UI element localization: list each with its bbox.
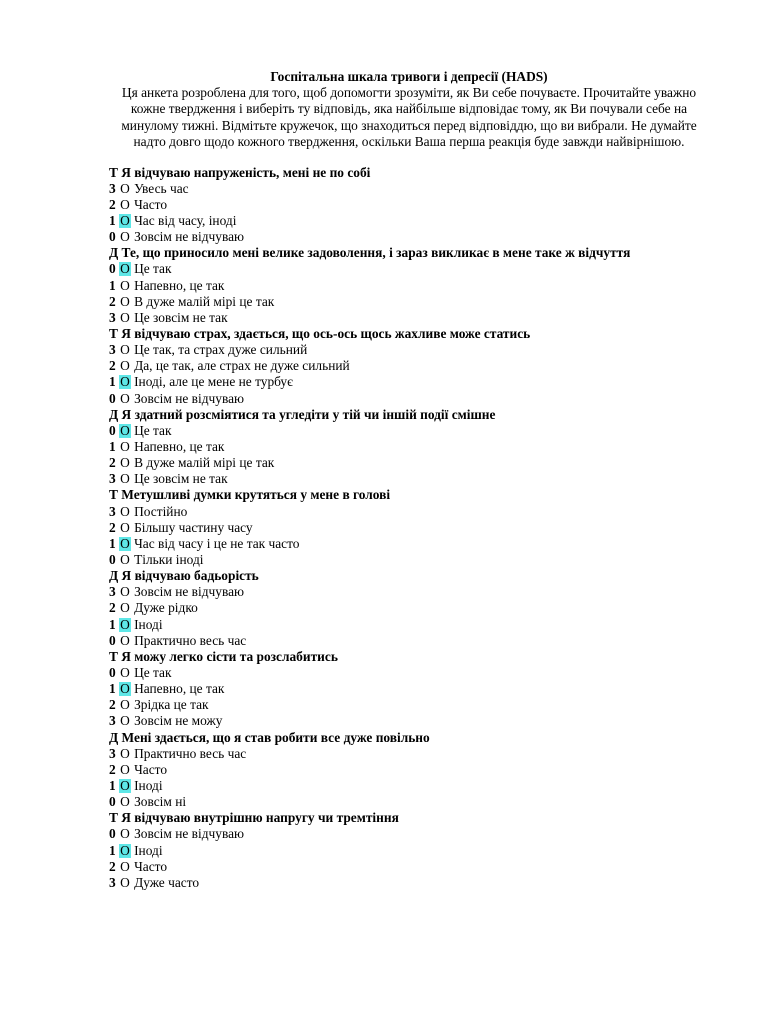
question-text: Д Мені здається, що я став робити все дуже повільно (109, 729, 430, 745)
answer-option[interactable] (109, 762, 709, 778)
answer-label: Зовсім не відчуваю (130, 584, 245, 600)
question-text: Т Я відчуваю страх, здається, що ось-ось щось жахливе може статись (109, 326, 531, 342)
answer-option[interactable] (109, 794, 709, 810)
answer-score: 0 (109, 632, 116, 648)
question-text: Д Я відчуваю бадьорість (109, 568, 259, 584)
answer-option[interactable] (109, 471, 709, 487)
question-block (109, 568, 709, 649)
answer-label: Зовсім не відчуваю (130, 229, 245, 245)
answer-label: Напевно, це так (130, 681, 225, 697)
answer-score: 3 (109, 503, 116, 519)
answer-option[interactable] (109, 358, 709, 374)
circle-icon[interactable]: O (120, 794, 130, 810)
answer-label: Постійно (130, 503, 188, 519)
question-block (109, 487, 709, 568)
answer-option[interactable] (109, 617, 709, 633)
answer-label: Це так, та страх дуже сильний (130, 342, 308, 358)
answer-label: В дуже малій мірі це так (130, 293, 275, 309)
answer-label: Часто (130, 196, 168, 212)
answer-score: 1 (109, 213, 116, 229)
answer-option[interactable] (109, 697, 709, 713)
answer-score: 1 (109, 842, 116, 858)
answer-score: 1 (109, 777, 116, 793)
answer-option[interactable] (109, 600, 709, 616)
selected-circle-icon[interactable]: O (120, 374, 130, 390)
circle-icon[interactable]: O (120, 439, 130, 455)
circle-icon[interactable]: O (120, 519, 130, 535)
answer-label: Зовсім не відчуваю (130, 826, 245, 842)
answer-option[interactable] (109, 584, 709, 600)
answer-label: Час від часу, іноді (130, 213, 237, 229)
answer-score: 3 (109, 471, 116, 487)
answer-label: Увесь час (130, 180, 189, 196)
answer-option[interactable] (109, 310, 709, 326)
answer-score: 3 (109, 342, 116, 358)
answer-score: 0 (109, 422, 116, 438)
answer-score: 0 (109, 794, 116, 810)
answer-option[interactable] (109, 197, 709, 213)
question-text: Т Я можу легко сісти та розслабитись (109, 648, 338, 664)
circle-icon[interactable]: O (120, 309, 130, 325)
answer-label: Це зовсім не так (130, 471, 228, 487)
circle-icon[interactable]: O (120, 826, 130, 842)
answer-option[interactable] (109, 181, 709, 197)
circle-icon[interactable]: O (120, 358, 130, 374)
selected-circle-icon[interactable]: O (120, 681, 130, 697)
circle-icon[interactable]: O (120, 229, 130, 245)
answer-label: Це зовсім не так (130, 309, 228, 325)
answer-option[interactable] (109, 504, 709, 520)
answer-option[interactable] (109, 843, 709, 859)
answer-option[interactable] (109, 681, 709, 697)
answer-score: 0 (109, 826, 116, 842)
selected-circle-icon[interactable]: O (120, 616, 130, 632)
answer-label: Дуже рідко (130, 600, 198, 616)
circle-icon[interactable]: O (120, 584, 130, 600)
answer-label: Час від часу і це не так часто (130, 535, 300, 551)
selected-circle-icon[interactable]: O (120, 261, 130, 277)
answer-label: Зовсім ні (130, 794, 187, 810)
answer-label: Практично весь час (130, 632, 247, 648)
answer-score: 2 (109, 858, 116, 874)
answer-score: 0 (109, 664, 116, 680)
answer-label: Практично весь час (130, 745, 247, 761)
answer-option[interactable] (109, 455, 709, 471)
circle-icon[interactable]: O (120, 196, 130, 212)
circle-icon[interactable]: O (120, 277, 130, 293)
circle-icon[interactable]: O (120, 697, 130, 713)
answer-label: В дуже малій мірі це так (130, 455, 275, 471)
answer-score: 3 (109, 309, 116, 325)
answer-score: 1 (109, 374, 116, 390)
answer-score: 0 (109, 229, 116, 245)
question-block (109, 810, 709, 891)
answer-score: 3 (109, 584, 116, 600)
answer-option[interactable] (109, 633, 709, 649)
intro-paragraph: Ця анкета розроблена для того, щоб допомогти зрозуміти, як Ви себе почуваєте. Прочитайте уважно кожне твердження і виберіть ту відповідь, яка найбільше відповідає тому, як Ви почували себе на минулому тижні. Відмітьте кружечок, що знаходиться перед відповіддю, що ви вибрали. Не думайте надто довго щодо кожного твердження, оскільки Ваша перша реакція буде завжди найвірнішою. (121, 85, 697, 150)
answer-option[interactable] (109, 229, 709, 245)
answer-score: 1 (109, 616, 116, 632)
answer-score: 3 (109, 713, 116, 729)
answer-label: Це так (130, 261, 172, 277)
selected-circle-icon[interactable]: O (120, 842, 130, 858)
answer-option[interactable] (109, 213, 709, 229)
answer-score: 2 (109, 293, 116, 309)
circle-icon[interactable]: O (120, 745, 130, 761)
answer-label: Іноді (130, 616, 163, 632)
circle-icon[interactable]: O (120, 552, 130, 567)
answer-label: Напевно, це так (130, 439, 225, 455)
circle-icon[interactable]: O (120, 293, 130, 309)
question-block (109, 165, 709, 246)
circle-icon[interactable]: O (120, 600, 130, 616)
selected-circle-icon[interactable]: O (120, 213, 130, 229)
answer-option[interactable] (109, 391, 709, 407)
answer-option[interactable] (109, 261, 709, 277)
answer-score: 3 (109, 745, 116, 761)
circle-icon[interactable]: O (120, 664, 130, 680)
selected-circle-icon[interactable]: O (120, 777, 130, 793)
answer-score: 1 (109, 681, 116, 697)
answer-option[interactable] (109, 423, 709, 439)
document-title: Госпітальна шкала тривоги і депресії (HADS) (270, 69, 548, 84)
answer-option[interactable] (109, 859, 709, 875)
answer-score: 1 (109, 535, 116, 551)
answer-score: 2 (109, 761, 116, 777)
answer-option[interactable] (109, 713, 709, 729)
question-block (109, 407, 709, 488)
answer-option[interactable] (109, 778, 709, 794)
answer-option[interactable] (109, 826, 709, 842)
answer-label: Іноді (130, 777, 163, 793)
answer-score: 2 (109, 196, 116, 212)
answer-score: 0 (109, 261, 116, 277)
circle-icon[interactable]: O (120, 761, 130, 777)
question-text: Д Я здатний розсміятися та угледіти у тій чи іншій події смішне (109, 406, 496, 422)
answer-option[interactable] (109, 278, 709, 294)
answer-score: 3 (109, 180, 116, 196)
question-text: Т Метушливі думки крутяться у мене в голові (109, 487, 391, 503)
answer-label: Більшу частину часу (130, 519, 253, 535)
answer-label: Зовсім не можу (130, 713, 223, 729)
answer-option[interactable] (109, 746, 709, 762)
answer-score: 0 (109, 390, 116, 406)
selected-circle-icon[interactable]: O (120, 422, 130, 438)
answer-option[interactable] (109, 665, 709, 681)
answer-option[interactable] (109, 294, 709, 310)
circle-icon[interactable]: O (120, 471, 130, 487)
answer-label: Зовсім не відчуваю (130, 390, 245, 406)
answer-label: Це так (130, 422, 172, 438)
answer-score: 0 (109, 552, 116, 567)
circle-icon[interactable]: O (120, 858, 130, 874)
answer-score: 2 (109, 358, 116, 374)
answer-score: 3 (109, 874, 116, 890)
answer-label: Іноді, але це мене не турбує (130, 374, 293, 390)
question-text: Т Я відчуваю напруженість, мені не по собі (109, 164, 371, 180)
selected-circle-icon[interactable]: O (120, 535, 130, 551)
answer-label: Це так (130, 664, 172, 680)
question-block (109, 730, 709, 811)
question-text: Д Те, що приносило мені велике задоволення, і зараз викликає в мене таке ж відчуття (109, 245, 631, 261)
answer-label: Іноді (130, 842, 163, 858)
answer-score: 2 (109, 600, 116, 616)
answer-option[interactable] (109, 875, 709, 891)
answer-option[interactable] (109, 439, 709, 455)
question-block (109, 326, 709, 407)
circle-icon[interactable]: O (120, 180, 130, 196)
answer-score: 2 (109, 519, 116, 535)
questionnaire-document (109, 68, 709, 891)
answer-option[interactable] (109, 342, 709, 358)
answer-label: Да, це так, але страх не дуже сильний (130, 358, 350, 374)
question-block (109, 649, 709, 730)
circle-icon[interactable]: O (120, 632, 130, 648)
circle-icon[interactable]: O (120, 342, 130, 358)
answer-option[interactable] (109, 520, 709, 536)
circle-icon[interactable]: O (120, 874, 130, 890)
answer-label: Часто (130, 761, 168, 777)
answer-option[interactable] (109, 552, 709, 568)
answer-score: 2 (109, 697, 116, 713)
circle-icon[interactable]: O (120, 503, 130, 519)
circle-icon[interactable]: O (120, 390, 130, 406)
question-list (109, 165, 709, 891)
question-block (109, 245, 709, 326)
answer-label: Дуже часто (130, 874, 200, 890)
answer-option[interactable] (109, 374, 709, 390)
answer-option[interactable] (109, 536, 709, 552)
answer-score: 1 (109, 277, 116, 293)
circle-icon[interactable]: O (120, 713, 130, 729)
answer-score: 1 (109, 439, 116, 455)
circle-icon[interactable]: O (120, 455, 130, 471)
answer-label: Зрідка це так (130, 697, 209, 713)
answer-score: 2 (109, 455, 116, 471)
question-text: Т Я відчуваю внутрішню напругу чи тремтіння (109, 810, 399, 826)
answer-label: Тільки іноді (130, 552, 204, 567)
answer-label: Напевно, це так (130, 277, 225, 293)
answer-label: Часто (130, 858, 168, 874)
